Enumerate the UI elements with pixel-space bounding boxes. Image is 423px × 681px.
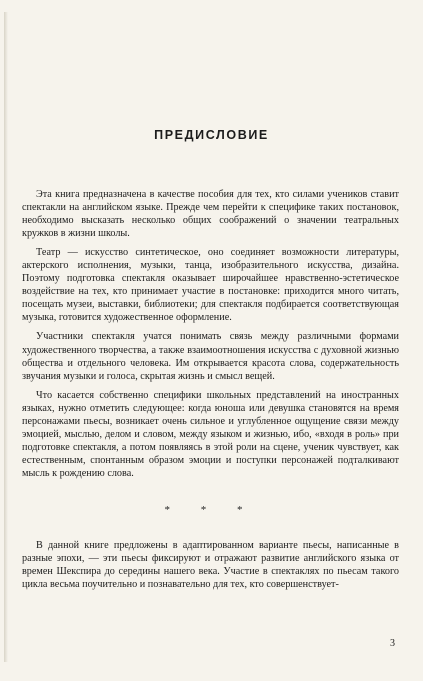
section-separator: * * * <box>164 503 257 516</box>
paragraph-2: Театр — искусство синтетическое, оно соединяет возможности литературы, актерского исполнения, музыки, танца, изобразительного искусства, дизайна. Поэтому подготовка спектакля оказывает широчайшее нравственно-эстетическое воздействие на тех, кто принимает участие в постановке: приходится много читать, посещать музеи, выставки, библиотеки; для спектакля подбирается соответствующая музыка, готовится художественное оформление. <box>22 247 399 324</box>
page-title: ПРЕДИСЛОВИЕ <box>154 128 269 142</box>
page-edge-shadow <box>4 12 8 662</box>
body-text <box>22 188 399 597</box>
paragraph-3: Участники спектакля учатся понимать связь между различными формами художественного творчества, а также взаимоотношения искусства с духовной жизнью общества и отдельного человека. Им открывается красота слова, содержательность звучания музыки и голоса, скрытая жизнь и смысл вещей. <box>22 331 399 382</box>
page-number: 3 <box>390 638 395 649</box>
paragraph-4: Что касается собственно специфики школьных представлений на иностранных языках, нужно отметить следующее: когда юноша или девушка становятся на время персонажами пьесы, возникает очень сильное и углубленное ощущение связи между эмоцией, мыслью, делом и словом, между языком и жизнью, ибо, «входя в роль» при подготовке спектакля, а потом появляясь в этой роли на сцене, ученик чувствует, как естественным, спонтанным образом эмоции и поступки персонажей подталкивают мысль к рождению слова. <box>22 389 399 479</box>
closing-paragraph: В данной книге предложены в адаптированном варианте пьесы, написанные в разные эпохи, — эти пьесы фиксируют и отражают развитие английского языка от времен Шекспира до середины нашего века. Участие в спектаклях по пьесам такого цикла весьма поучительно и познавательно для тех, кто совершенствует- <box>22 540 399 591</box>
paragraph-1: Эта книга предназначена в качестве пособия для тех, кто силами учеников ставит спектакли на английском языке. Прежде чем перейти к специфике таких постановок, необходимо высказать несколько общих соображений о значении театральных кружков в жизни школы. <box>22 189 399 240</box>
